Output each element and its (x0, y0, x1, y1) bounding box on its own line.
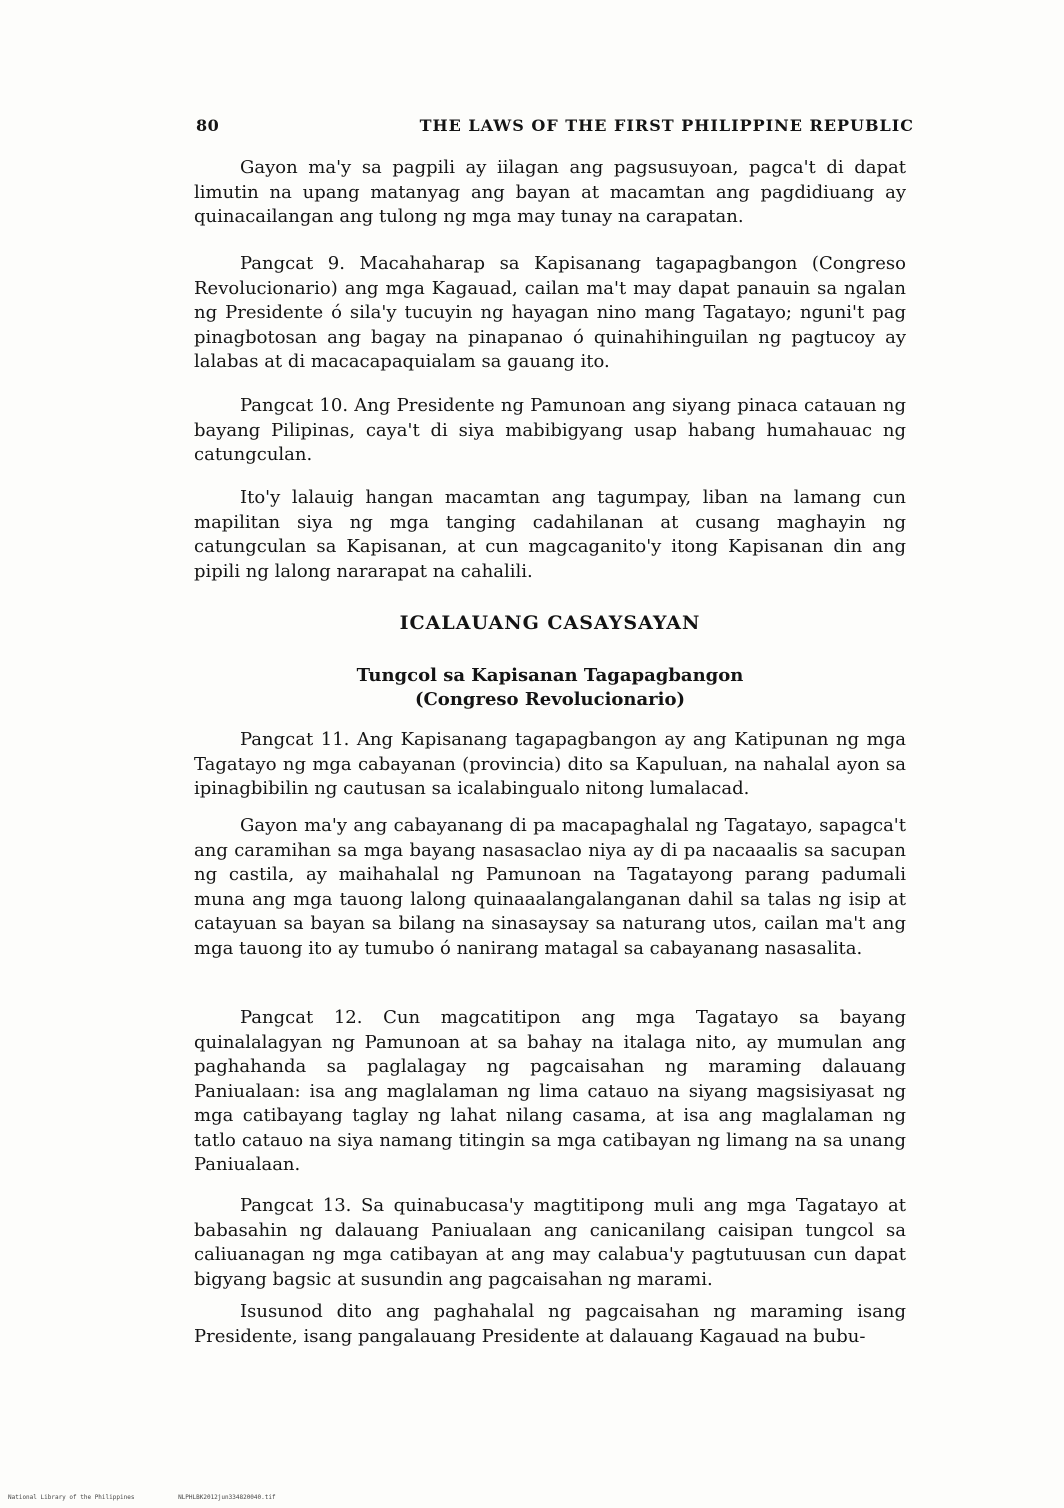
paragraph-pangcat-13-cont: Isusunod dito ang paghahalal ng pagcaisahan ng maraming isang Presidente, isang pangalauang Presidente at dalauang Kagauad na bubu- (194, 1301, 906, 1347)
section-subtitle-line2: (Congreso Revolucionario) (414, 689, 686, 710)
paragraph-pangcat-10-cont: Ito'y lalauig hangan macamtan ang tagumpay, liban na lamang cun mapilitan siya ng mga tanging cadahilanan at cusang maghayin ng catungculan sa Kapisanan, at cun magcaganito'y itong Kapisanan din ang pipili ng lalong nararapat na cahalili. (194, 487, 906, 582)
scan-footer (8, 1494, 428, 1504)
paragraph-pangcat-11: Pangcat 11. Ang Kapisanang tagapagbangon ay ang Katipunan ng mga Tagatayo ng mga cabayanan (provincia) dito sa Kapuluan, na nahalal ayon sa ipinagbibilin ng cautusan sa icalabingualo nitong lumalacad. (194, 729, 906, 799)
paragraph-pangcat-13: Pangcat 13. Sa quinabucasa'y magtitipong muli ang mga Tagatayo at babasahin ng dalauang Paniualaan ang canicanilang caisipan tungcol sa caliuanagan ng mga catibayan at ang may calabua'y pagtutuusan cun dapat bigyang bagsic at susundin ang pagcaisahan ng marami. (194, 1195, 906, 1290)
paragraph-pangcat-12: Pangcat 12. Cun magcatitipon ang mga Tagatayo sa bayang quinalalagyan ng Pamunoan at sa bahay na italaga nito, ay mumulan ang paghahanda sa paglalagay ng pagcaisahan ng maraming dalauang Paniualaan: isa ang maglalaman ng lima catauo na siyang magsisiyasat ng mga catibayang taglay ng lahat nilang casama, at isa ang maglalaman ng tatlo catauo na siya namang titingin sa mga catibayan ng limang na sa unang Paniualaan. (194, 1007, 906, 1175)
page-header (196, 116, 914, 140)
section-title: ICALAUANG CASAYSAYAN (399, 612, 701, 634)
paragraph-pangcat-11-cont: Gayon ma'y ang cabayanang di pa macapaghalal ng Tagatayo, sapagca't ang caramihan sa mga bayang nasasaclao niya ay di pa nacaaalis sa sacupan ng castila, ay maihahalal ng Pamunoan na Tagatayong parang padumali muna ang mga tauong lalong quinaaalangalanganan dahil sa talas ng isip at catayuan sa bayan sa bilang na sinasaysay sa naturang utos, cailan ma't ang mga tauong ito ay tumubo ó nanirang matagal sa cabayanang nasasalita. (194, 815, 906, 959)
paragraph-pangcat-9: Pangcat 9. Macahaharap sa Kapisanang tagapagbangon (Congreso Revolucionario) ang mga Kagauad, cailan ma't may dapat panauin sa ngalan ng Presidente ó sila'y tucuyin ng hayagan nino mang Tagatayo; nguni't pag pinagbotosan ang bagay na pinapanao ó quinahihinguilan ng pagtucoy ay lalabas at di macacapaquialam sa gauang ito. (194, 253, 906, 372)
running-title: THE LAWS OF THE FIRST PHILIPPINE REPUBLIC (419, 116, 914, 135)
footer-library: National Library of the Philippines (8, 1494, 135, 1501)
section-subtitle-line1: Tungcol sa Kapisanan Tagapagbangon (356, 665, 744, 686)
paragraph-pangcat-10: Pangcat 10. Ang Presidente ng Pamunoan ang siyang pinaca catauan ng bayang Pilipinas, caya't di siya mabibigyang usap habang humahauac ng catungculan. (194, 395, 906, 465)
page-number: 80 (196, 116, 220, 135)
paragraph-intro: Gayon ma'y sa pagpili ay iilagan ang pagsusuyoan, pagca't di dapat limutin na upang matanyag ang bayan at macamtan ang pagdidiuang ay quinacailangan ang tulong ng mga may tunay na carapatan. (194, 157, 906, 227)
footer-code: NLPHLBK2012jun334820040.tif (178, 1494, 276, 1501)
